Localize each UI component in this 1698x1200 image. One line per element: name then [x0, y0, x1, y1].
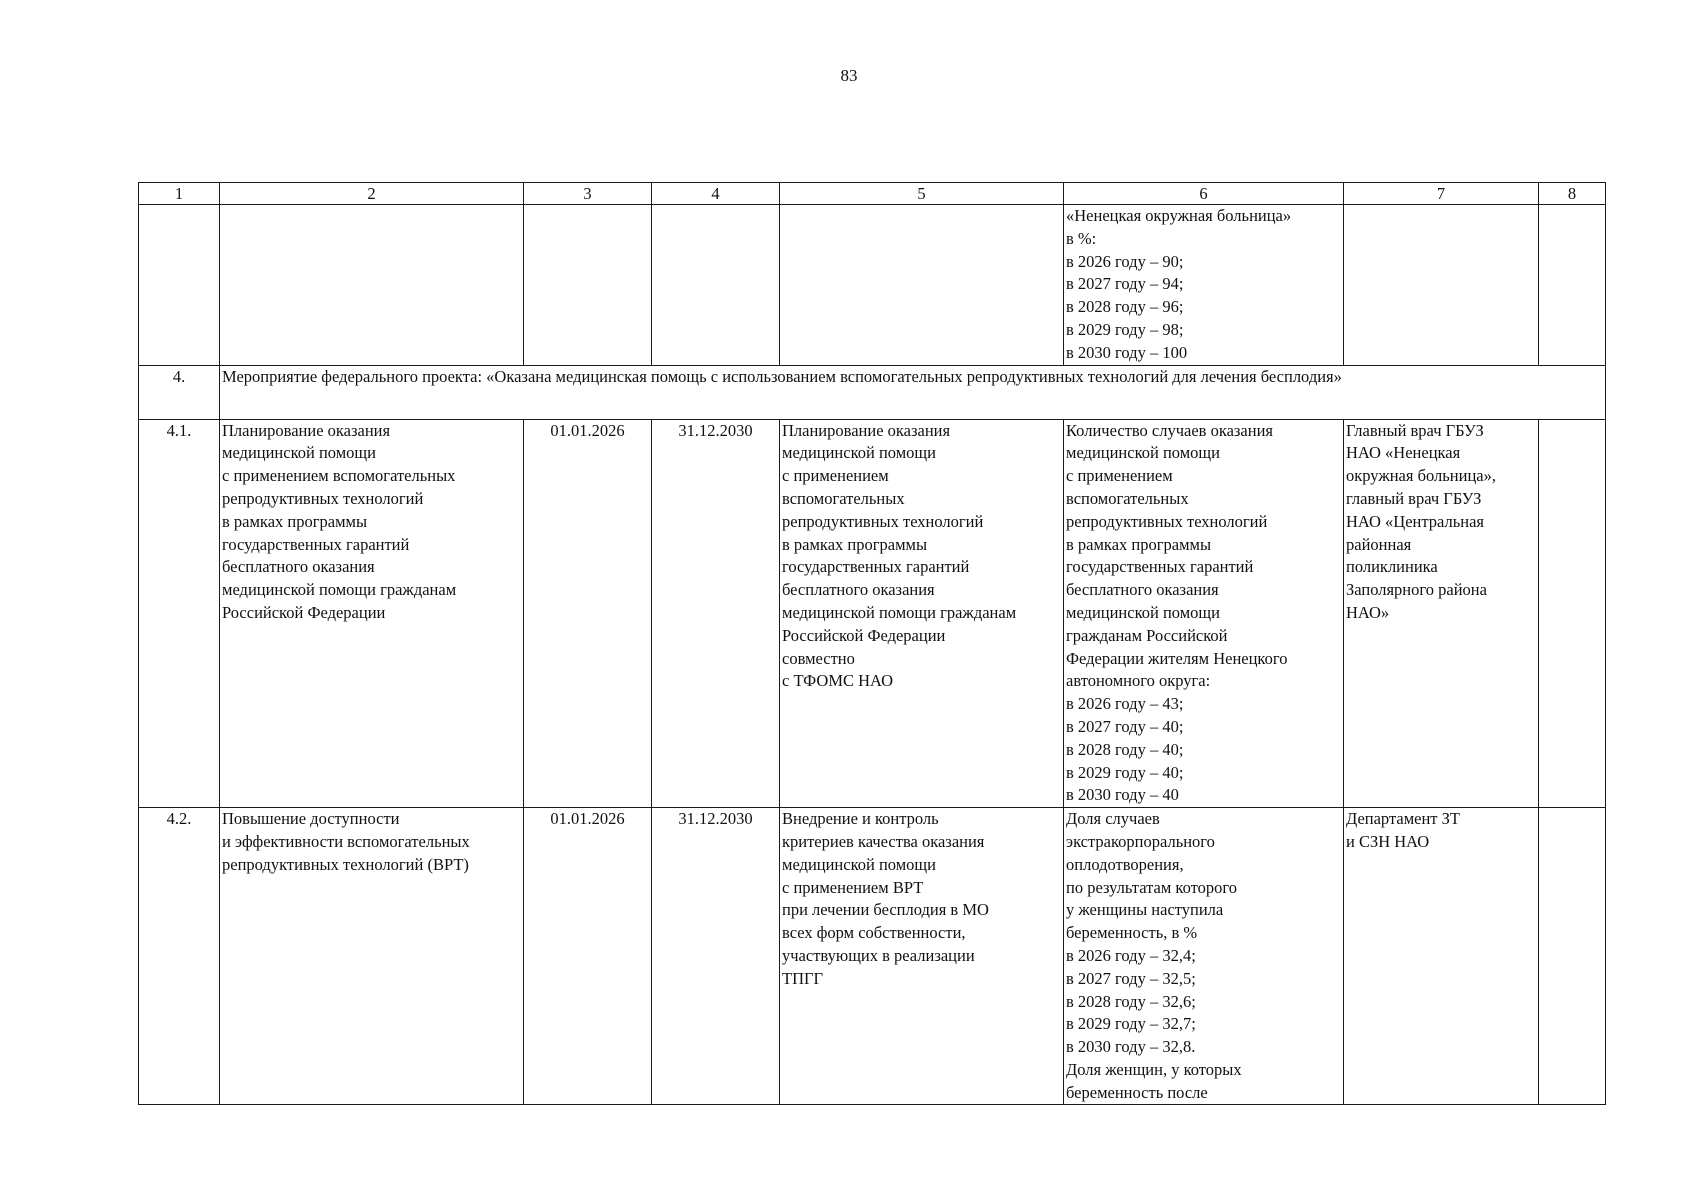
column-header: 3: [524, 183, 652, 205]
text-line: в 2028 году – 40;: [1066, 739, 1184, 759]
text-line: при лечении бесплодия в МО: [782, 900, 989, 920]
text-line: участвующих в реализации: [782, 945, 975, 965]
text-line: автономного округа:: [1066, 671, 1211, 691]
text-line: в 2029 году – 40;: [1066, 762, 1184, 782]
text-line: гражданам Российской: [1066, 625, 1228, 645]
text-line: государственных гарантий: [782, 557, 970, 577]
text-line: Российской Федерации: [222, 602, 386, 622]
text-line: Департамент ЗТ: [1346, 809, 1460, 829]
cell-description: [780, 419, 1064, 808]
section-title: Мероприятие федерального проекта: «Оказана медицинская помощь с использованием вспомогательных репродуктивных технологий для лечения бесплодия»: [220, 365, 1606, 419]
text-line: государственных гарантий: [1066, 557, 1254, 577]
text-line: Планирование оказания: [222, 420, 391, 440]
text-line: экстракорпорального: [1066, 831, 1215, 851]
text-line: районная: [1346, 534, 1412, 554]
text-line: у женщины наступила: [1066, 900, 1224, 920]
text-line: поликлиника: [1346, 557, 1438, 577]
text-line: Доля случаев: [1066, 809, 1160, 829]
text-line: репродуктивных технологий: [222, 488, 424, 508]
text-line: медицинской помощи: [222, 443, 376, 463]
section-row: [139, 365, 1606, 419]
table-row-continuation: [139, 205, 1606, 366]
column-header: 8: [1539, 183, 1606, 205]
text-line: по результатам которого: [1066, 877, 1237, 897]
text-line: окружная больница»,: [1346, 466, 1496, 486]
text-line: государственных гарантий: [222, 534, 410, 554]
column-header: 4: [652, 183, 780, 205]
text-line: Количество случаев оказания: [1066, 420, 1273, 440]
text-line: в 2027 году – 94;: [1066, 274, 1184, 294]
cell-name: [220, 808, 524, 1105]
page-number: 83: [840, 66, 858, 85]
text-line: Заполярного района: [1346, 580, 1487, 600]
text-line: НАО»: [1346, 602, 1390, 622]
section-number: 4.: [139, 365, 220, 419]
text-line: ТПГГ: [782, 968, 824, 988]
text-line: в 2027 году – 40;: [1066, 716, 1184, 736]
text-line: Планирование оказания: [782, 420, 951, 440]
text-line: бесплатного оказания: [222, 557, 375, 577]
text-line: критериев качества оказания: [782, 831, 985, 851]
table-row: [139, 419, 1606, 808]
text-line: медицинской помощи: [782, 854, 936, 874]
cell-name: [220, 205, 524, 366]
row-number: 4.2.: [139, 808, 220, 1105]
text-line: и эффективности вспомогательных: [222, 831, 470, 851]
text-line: Федерации жителям Ненецкого: [1066, 648, 1288, 668]
text-line: в 2028 году – 32,6;: [1066, 991, 1196, 1011]
cell-indicator: [1064, 419, 1344, 808]
text-line: Внедрение и контроль: [782, 809, 939, 829]
text-line: НАО «Центральная: [1346, 511, 1485, 531]
plan-table: [138, 182, 1606, 1105]
table-row: [139, 808, 1606, 1105]
text-line: в 2030 году – 32,8.: [1066, 1037, 1196, 1057]
column-header: 2: [220, 183, 524, 205]
cell-name: [220, 419, 524, 808]
text-line: бесплатного оказания: [782, 580, 935, 600]
text-line: в 2030 году – 100: [1066, 342, 1188, 362]
text-line: НАО «Ненецкая: [1346, 443, 1461, 463]
text-line: Российской Федерации: [782, 625, 946, 645]
cell-end: [652, 205, 780, 366]
text-line: в 2028 году – 96;: [1066, 297, 1184, 317]
text-line: с применением ВРТ: [782, 877, 924, 897]
text-line: репродуктивных технологий: [1066, 511, 1268, 531]
text-line: в 2029 году – 98;: [1066, 319, 1184, 339]
text-line: в рамках программы: [222, 511, 368, 531]
text-line: всех форм собственности,: [782, 923, 966, 943]
row-number: 4.1.: [139, 419, 220, 808]
text-line: с применением: [1066, 466, 1173, 486]
cell-indicator: [1064, 205, 1344, 366]
text-line: оплодотворения,: [1066, 854, 1184, 874]
text-line: вспомогательных: [1066, 488, 1189, 508]
text-line: бесплатного оказания: [1066, 580, 1219, 600]
column-header: 1: [139, 183, 220, 205]
text-line: медицинской помощи гражданам: [782, 602, 1017, 622]
cell-indicator: [1064, 808, 1344, 1105]
text-line: главный врач ГБУЗ: [1346, 488, 1482, 508]
text-line: с применением: [782, 466, 889, 486]
text-line: беременность после: [1066, 1082, 1208, 1102]
text-line: беременность, в %: [1066, 923, 1198, 943]
cell-description: [780, 808, 1064, 1105]
text-line: в 2026 году – 90;: [1066, 251, 1184, 271]
cell-responsible: [1344, 205, 1539, 366]
cell-end-date: 31.12.2030: [652, 808, 780, 1105]
cell-extra: [1539, 419, 1606, 808]
column-header: 6: [1064, 183, 1344, 205]
column-number-row: [139, 183, 1606, 205]
text-line: в 2027 году – 32,5;: [1066, 968, 1196, 988]
text-line: Доля женщин, у которых: [1066, 1059, 1242, 1079]
text-line: в 2030 году – 40: [1066, 785, 1179, 805]
cell-number: [139, 205, 220, 366]
text-line: медицинской помощи гражданам: [222, 580, 457, 600]
cell-extra: [1539, 205, 1606, 366]
column-header: 7: [1344, 183, 1539, 205]
cell-responsible: [1344, 419, 1539, 808]
text-line: совместно: [782, 648, 855, 668]
text-line: с применением вспомогательных: [222, 466, 456, 486]
text-line: репродуктивных технологий: [782, 511, 984, 531]
text-line: в 2029 году – 32,7;: [1066, 1014, 1196, 1034]
text-line: медицинской помощи: [1066, 602, 1220, 622]
text-line: медицинской помощи: [782, 443, 936, 463]
cell-start-date: 01.01.2026: [524, 419, 652, 808]
text-line: в рамках программы: [782, 534, 928, 554]
text-line: в рамках программы: [1066, 534, 1212, 554]
text-line: в %:: [1066, 228, 1097, 248]
text-line: вспомогательных: [782, 488, 905, 508]
cell-end-date: 31.12.2030: [652, 419, 780, 808]
column-header: 5: [780, 183, 1064, 205]
text-line: репродуктивных технологий (ВРТ): [222, 854, 469, 874]
text-line: медицинской помощи: [1066, 443, 1220, 463]
cell-responsible: [1344, 808, 1539, 1105]
text-line: с ТФОМС НАО: [782, 671, 894, 691]
text-line: Главный врач ГБУЗ: [1346, 420, 1484, 440]
text-line: в 2026 году – 43;: [1066, 694, 1184, 714]
text-line: в 2026 году – 32,4;: [1066, 945, 1196, 965]
cell-start-date: 01.01.2026: [524, 808, 652, 1105]
cell-description: [780, 205, 1064, 366]
text-line: «Ненецкая окружная больница»: [1066, 206, 1292, 225]
cell-extra: [1539, 808, 1606, 1105]
cell-start: [524, 205, 652, 366]
text-line: Повышение доступности: [222, 809, 400, 829]
text-line: и СЗН НАО: [1346, 831, 1430, 851]
